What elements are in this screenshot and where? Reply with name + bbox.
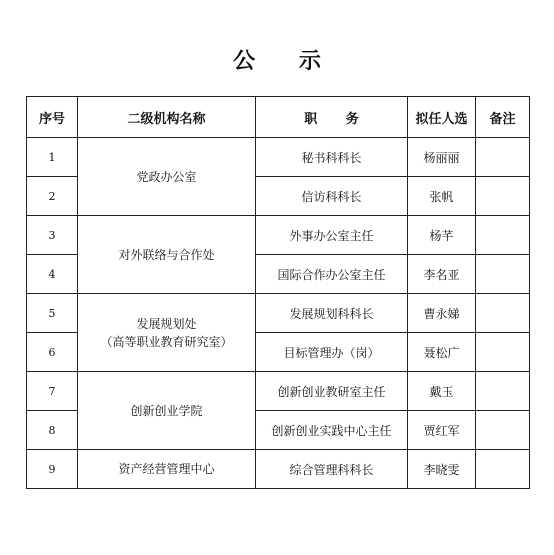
row-no: 8	[27, 411, 78, 450]
candidate-cell: 聂松广	[408, 333, 476, 372]
header-position: 职 务	[256, 97, 408, 138]
candidate-cell: 贾红军	[408, 411, 476, 450]
row-no: 5	[27, 294, 78, 333]
row-no: 7	[27, 372, 78, 411]
note-cell	[476, 294, 530, 333]
page-title: 公 示	[233, 49, 339, 74]
position-cell: 外事办公室主任	[256, 216, 408, 255]
header-org: 二级机构名称	[78, 97, 256, 138]
candidate-cell: 张帆	[408, 177, 476, 216]
position-cell: 创新创业教研室主任	[256, 372, 408, 411]
table-header-row	[27, 97, 530, 138]
note-cell	[476, 411, 530, 450]
org-name: 党政办公室	[136, 169, 197, 184]
note-cell	[476, 138, 530, 177]
candidate-cell: 曹永娣	[408, 294, 476, 333]
table-row	[27, 216, 530, 255]
org-cell	[78, 294, 256, 372]
row-no: 3	[27, 216, 78, 255]
row-no: 2	[27, 177, 78, 216]
table-row	[27, 450, 530, 489]
note-cell	[476, 216, 530, 255]
org-cell	[78, 216, 256, 294]
candidate-cell: 李名亚	[408, 255, 476, 294]
org-name: 创新创业学院	[130, 403, 203, 418]
note-cell	[476, 333, 530, 372]
header-candidate: 拟任人选	[408, 97, 476, 138]
appointment-table	[26, 96, 530, 489]
note-cell	[476, 177, 530, 216]
note-cell	[476, 372, 530, 411]
row-no: 9	[27, 450, 78, 489]
position-cell: 创新创业实践中心主任	[256, 411, 408, 450]
org-cell	[78, 450, 256, 489]
org-name: 对外联络与合作处	[118, 247, 215, 262]
position-cell: 目标管理办（岗）	[256, 333, 408, 372]
note-cell	[476, 450, 530, 489]
org-name-subtitle: （高等职业教育研究室）	[100, 334, 233, 349]
position-cell: 秘书科科长	[256, 138, 408, 177]
table-row	[27, 372, 530, 411]
candidate-cell: 杨丽丽	[408, 138, 476, 177]
candidate-cell: 李晓雯	[408, 450, 476, 489]
table-row	[27, 138, 530, 177]
header-no: 序号	[27, 97, 78, 138]
org-cell	[78, 372, 256, 450]
org-name: 发展规划处	[136, 316, 197, 331]
row-no: 6	[27, 333, 78, 372]
position-cell: 发展规划科科长	[256, 294, 408, 333]
position-cell: 信访科科长	[256, 177, 408, 216]
org-cell	[78, 138, 256, 216]
position-cell: 国际合作办公室主任	[256, 255, 408, 294]
table-row	[27, 294, 530, 333]
header-note: 备注	[476, 97, 530, 138]
note-cell	[476, 255, 530, 294]
row-no: 4	[27, 255, 78, 294]
position-cell: 综合管理科科长	[256, 450, 408, 489]
row-no: 1	[27, 138, 78, 177]
org-name: 资产经营管理中心	[118, 462, 215, 476]
candidate-cell: 杨芊	[408, 216, 476, 255]
candidate-cell: 戴玉	[408, 372, 476, 411]
